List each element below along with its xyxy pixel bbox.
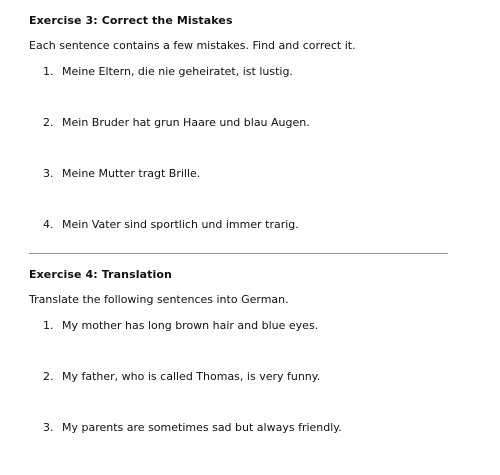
item-text: Meine Mutter tragt Brille. (62, 167, 201, 180)
item-number: 3. (43, 421, 54, 434)
item-number: 1. (43, 65, 54, 78)
exercise-3-title: Exercise 3: Correct the Mistakes (29, 14, 233, 27)
exercise-4-section (29, 268, 469, 448)
item-text: My parents are sometimes sad but always friendly. (62, 421, 342, 434)
item-text: My father, who is called Thomas, is very funny. (62, 370, 321, 383)
exercise-3-instructions: Each sentence contains a few mistakes. Find and correct it. (29, 39, 356, 52)
item-number: 3. (43, 167, 54, 180)
item-number: 2. (43, 116, 54, 129)
exercise-4-instructions: Translate the following sentences into German. (29, 293, 289, 306)
item-number: 1. (43, 319, 54, 332)
item-text: Meine Eltern, die nie geheiratet, ist lustig. (62, 65, 293, 78)
exercise-4-title: Exercise 4: Translation (29, 268, 172, 281)
item-text: Mein Bruder hat grun Haare und blau Augen. (62, 116, 310, 129)
exercise-3-section (29, 14, 469, 244)
item-text: Mein Vater sind sportlich und immer trarig. (62, 218, 299, 231)
section-divider (29, 253, 448, 254)
item-number: 2. (43, 370, 54, 383)
item-number: 4. (43, 218, 54, 231)
item-text: My mother has long brown hair and blue eyes. (62, 319, 319, 332)
